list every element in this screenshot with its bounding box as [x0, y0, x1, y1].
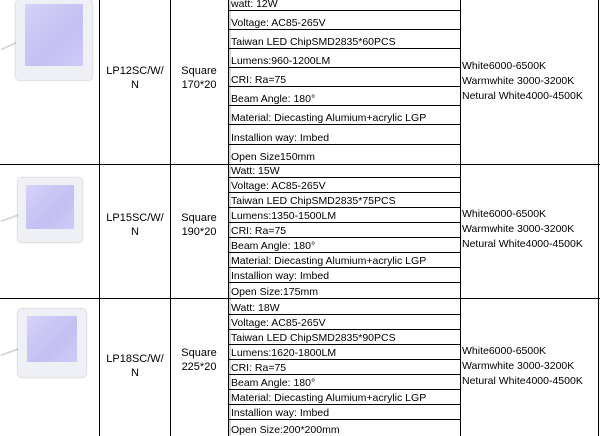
spec-row: Lumens:1620-1800LM [231, 347, 337, 359]
spec-row: Material: Diecasting Alumium+acrylic LGP [231, 255, 427, 267]
spec-row: Beam Angle: 180° [231, 377, 316, 389]
square-led-panel-icon [18, 309, 86, 377]
spec-row: Material: Diecasting Alumium+acrylic LGP [231, 112, 427, 124]
spec-row: Taiwan LED ChipSMD2835*75PCS [231, 195, 396, 207]
spec-divider [229, 67, 460, 68]
color-option: Netural White4000-4500K [462, 90, 583, 102]
spec-row: CRI: Ra=75 [231, 362, 287, 374]
spec-divider [229, 177, 460, 178]
model-number: LP12SC/W/ N [106, 65, 164, 91]
model-number: LP15SC/W/ N [106, 212, 164, 238]
spec-row: Voltage: AC85-265V [231, 317, 326, 329]
grid-line [598, 0, 599, 436]
power-cable [0, 348, 19, 357]
spec-row: Watt: 15W [231, 165, 280, 177]
color-option: Warmwhite 3000-3200K [462, 223, 575, 235]
color-temperature-list [462, 59, 583, 104]
spec-divider [229, 267, 460, 268]
spec-divider [229, 374, 460, 375]
product-image [0, 299, 100, 436]
color-temperature-list [462, 207, 583, 252]
spec-row: Installion way: Imbed [231, 132, 330, 144]
spec-divider [229, 10, 460, 11]
spec-divider [229, 329, 460, 330]
shape-size: Square 225*20 [181, 347, 217, 373]
color-option: White6000-6500K [462, 60, 547, 72]
spec-row: Open Size:200*200mm [231, 424, 340, 436]
spec-divider [229, 124, 460, 125]
spec-divider [229, 105, 460, 106]
spec-divider [229, 192, 460, 193]
spec-divider [229, 282, 460, 283]
spec-divider [229, 419, 460, 420]
power-cable [0, 214, 19, 223]
spec-row: Open Size150mm [231, 151, 316, 163]
spec-divider [229, 252, 460, 253]
grid-line [460, 0, 461, 436]
model-number: LP18SC/W/ N [106, 353, 164, 379]
spec-row: Watt: 18W [231, 302, 280, 314]
square-led-panel-icon [18, 178, 82, 242]
spec-divider [229, 29, 460, 30]
color-option: White6000-6500K [462, 208, 547, 220]
spec-divider [229, 86, 460, 87]
spec-divider [229, 144, 460, 145]
spec-divider [229, 314, 460, 315]
spec-row: Lumens:1350-1500LM [231, 210, 337, 222]
spec-row: Installion way: Imbed [231, 270, 330, 282]
spec-divider [229, 404, 460, 405]
spec-row: Beam Angle: 180° [231, 240, 316, 252]
spec-row: Taiwan LED ChipSMD2835*60PCS [231, 36, 396, 48]
spec-divider [229, 237, 460, 238]
product-image [0, 0, 100, 164]
shape-size: Square 190*20 [181, 212, 217, 238]
spec-row: Lumens:960-1200LM [231, 55, 331, 67]
color-option: Netural White4000-4500K [462, 238, 583, 250]
color-option: White6000-6500K [462, 345, 547, 357]
spec-row: Installion way: Imbed [231, 407, 330, 419]
spec-row: Voltage: AC85-265V [231, 17, 326, 29]
spec-row: Voltage: AC85-265V [231, 180, 326, 192]
spec-divider [229, 344, 460, 345]
color-option: Warmwhite 3000-3200K [462, 75, 575, 87]
spec-row: CRI: Ra=75 [231, 74, 287, 86]
square-led-panel-icon [16, 0, 92, 80]
spec-divider [229, 48, 460, 49]
spec-row: Beam Angle: 180° [231, 93, 316, 105]
spec-divider [229, 222, 460, 223]
spec-row: CRI: Ra=75 [231, 225, 287, 237]
spec-row: watt: 12W [231, 0, 278, 10]
color-temperature-list [462, 344, 583, 389]
color-option: Warmwhite 3000-3200K [462, 360, 575, 372]
spec-row: Taiwan LED ChipSMD2835*90PCS [231, 332, 396, 344]
shape-size: Square 170*20 [181, 65, 217, 91]
spec-divider [229, 207, 460, 208]
spec-row: Material: Diecasting Alumium+acrylic LGP [231, 392, 427, 404]
product-image [0, 165, 100, 298]
spec-divider [229, 359, 460, 360]
spec-divider [229, 389, 460, 390]
color-option: Netural White4000-4500K [462, 375, 583, 387]
spec-row: Open Size:175mm [231, 286, 318, 298]
